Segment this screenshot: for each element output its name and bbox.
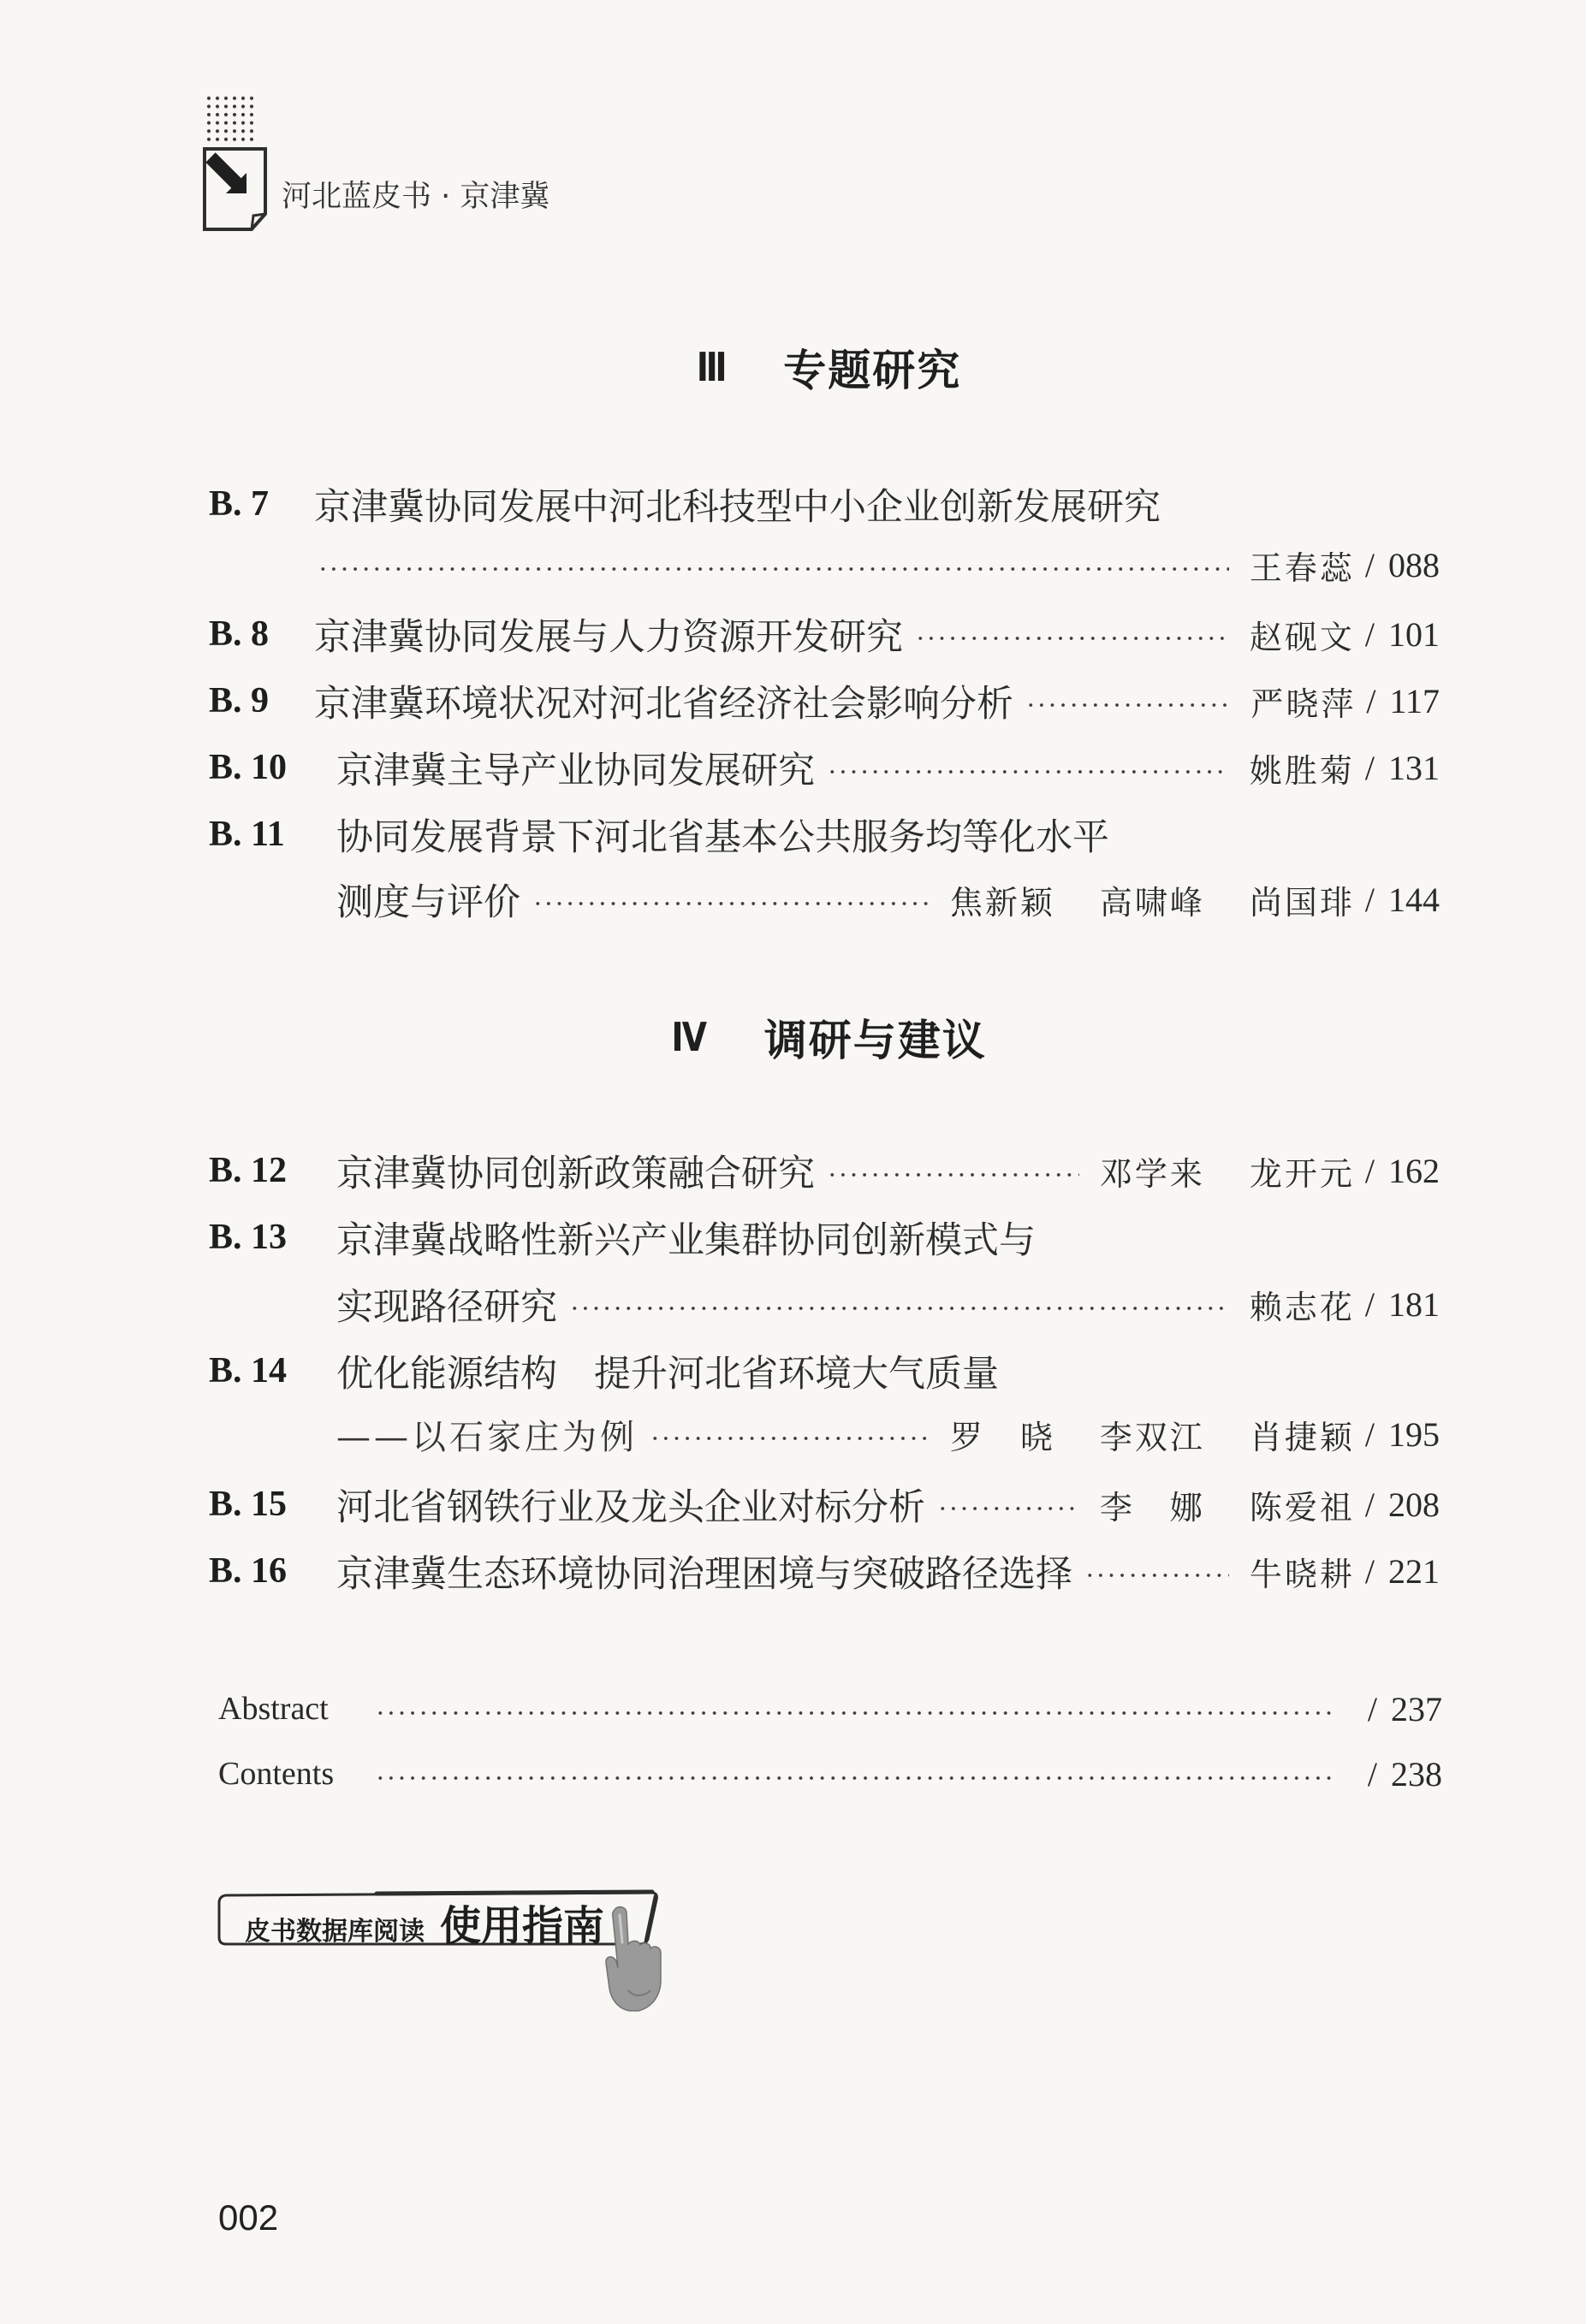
entry-title: 协同发展背景下河北省基本公共服务均等化水平: [336, 815, 1109, 859]
section-heading-3: [68, 336, 1586, 398]
pointing-hand-icon: [599, 1905, 673, 2018]
author-name: 高啸峰: [1099, 883, 1205, 922]
section-numeral: Ⅳ: [671, 1014, 708, 1060]
author-name: 赖志花: [1249, 1288, 1355, 1326]
entry-authors: [1100, 1481, 1355, 1528]
author-name: 严晓萍: [1250, 685, 1357, 723]
entry-number: B. 16: [209, 1551, 288, 1591]
entry-page: / 237: [1367, 1689, 1442, 1728]
toc-entry-b11: [209, 809, 1440, 860]
logo-dot-pattern: [205, 94, 256, 144]
author-name: 陈爱祖: [1249, 1488, 1355, 1527]
entry-title: 京津冀协同发展与人力资源开发研究: [314, 615, 903, 659]
toc-entry-b9: [209, 675, 1440, 726]
dot-leader: [937, 1479, 1079, 1530]
entry-authors: [1250, 611, 1355, 658]
toc-entry-b13-continuation: [209, 1278, 1440, 1330]
toc-entry-abstract: [218, 1683, 1442, 1734]
entry-number: B. 12: [209, 1151, 288, 1190]
entry-title: 京津冀环境状况对河北省经济社会影响分析: [314, 682, 1013, 726]
author-name: 龙开元: [1249, 1154, 1355, 1193]
entry-subtitle: ——以石家庄为例: [336, 1417, 638, 1457]
entry-number: B. 10: [209, 748, 288, 787]
entry-title: 优化能源结构 提升河北省环境大气质量: [336, 1352, 999, 1396]
toc-entry-b7-continuation: [209, 539, 1440, 590]
entry-number: B. 11: [209, 815, 285, 854]
database-guide-banner: [214, 1888, 662, 1949]
author-name: 赵砚文: [1249, 618, 1355, 656]
dot-leader: [569, 1278, 1229, 1330]
entry-authors: [950, 876, 1355, 923]
dot-leader: [532, 874, 930, 925]
dot-leader: [827, 1145, 1079, 1196]
entry-title: 京津冀生态环境协同治理困境与突破路径选择: [336, 1552, 1072, 1596]
dot-leader: [1084, 1545, 1229, 1597]
section-title: 专题研究: [783, 346, 962, 395]
entry-page: / 162: [1364, 1151, 1440, 1190]
entry-number: B. 8: [209, 614, 270, 654]
entry-title: 京津冀协同发展中河北科技型中小企业创新发展研究: [314, 485, 1161, 529]
author-name: 李双江: [1099, 1418, 1205, 1456]
back-matter-label: Contents: [218, 1756, 335, 1792]
dot-leader: [827, 742, 1229, 793]
blue-book-logo-icon: [199, 92, 272, 233]
toc-entry-b14-continuation: [209, 1408, 1440, 1460]
page-number: 002: [218, 2197, 279, 2238]
entry-authors: [950, 1411, 1355, 1458]
section-title: 调研与建议: [763, 1016, 987, 1065]
running-header-title: 河北蓝皮书 · 京津冀: [282, 180, 550, 214]
toc-entry-b13: [209, 1212, 1440, 1263]
toc-entry-b7: [209, 478, 1440, 530]
entry-title-line-2: 测度与评价: [336, 880, 520, 924]
author-name: 王春蕊: [1249, 548, 1355, 587]
banner-text: [245, 1893, 605, 1950]
entry-title: 京津冀协同创新政策融合研究: [336, 1152, 815, 1195]
toc-entry-b11-continuation: [209, 874, 1440, 925]
entry-title: 河北省钢铁行业及龙头企业对标分析: [336, 1485, 925, 1529]
entry-number: B. 7: [209, 484, 270, 524]
entry-page: / 208: [1364, 1485, 1440, 1524]
entry-page: / 181: [1364, 1284, 1440, 1324]
author-name: 牛晓耕: [1249, 1555, 1355, 1593]
entry-number: B. 9: [209, 681, 270, 720]
entry-page: / 195: [1364, 1414, 1440, 1454]
entry-title: 京津冀主导产业协同发展研究: [336, 749, 815, 792]
entry-number: B. 15: [209, 1485, 288, 1524]
entry-number: B. 14: [209, 1351, 288, 1390]
entry-title: 京津冀战略性新兴产业集群协同创新模式与: [336, 1218, 1036, 1262]
toc-entry-b10: [209, 742, 1440, 793]
entry-authors: [1250, 678, 1356, 725]
dot-leader: [650, 1408, 930, 1460]
entry-page: / 101: [1364, 614, 1440, 654]
entry-authors: [1100, 1147, 1355, 1195]
banner-lead-text: 皮书数据库阅读: [245, 1917, 425, 1947]
entry-page: / 238: [1367, 1754, 1442, 1793]
toc-entry-b14: [209, 1345, 1440, 1396]
section-numeral: Ⅲ: [696, 344, 728, 390]
toc-entry-contents: [218, 1748, 1442, 1799]
dot-leader: [375, 1748, 1335, 1799]
author-name: 罗 晓: [949, 1418, 1055, 1456]
toc-entry-b12: [209, 1145, 1440, 1196]
author-name: 肖捷颖: [1249, 1418, 1355, 1456]
entry-authors: [1250, 1548, 1355, 1595]
entry-page: / 131: [1364, 748, 1440, 787]
dot-leader: [1025, 675, 1230, 726]
banner-emphasis-text: 使用指南: [440, 1902, 605, 1950]
toc-entry-b8: [209, 608, 1440, 660]
entry-page: / 117: [1366, 681, 1440, 720]
author-name: 姚胜菊: [1249, 751, 1355, 790]
author-name: 李 娜: [1099, 1488, 1205, 1527]
entry-title-line-2: 实现路径研究: [336, 1285, 557, 1329]
section-heading-4: [68, 1006, 1586, 1068]
dot-leader: [915, 608, 1229, 660]
toc-entry-b15: [209, 1479, 1440, 1530]
entry-authors: [1250, 1281, 1355, 1328]
author-name: 焦新颖: [949, 883, 1055, 922]
dot-leader: [375, 1683, 1335, 1734]
entry-authors: [1250, 744, 1355, 791]
back-matter-label: Abstract: [218, 1691, 329, 1727]
entry-page: / 088: [1364, 545, 1440, 584]
entry-authors: [1250, 542, 1355, 589]
dot-leader: [318, 539, 1229, 590]
toc-entry-b16: [209, 1545, 1440, 1597]
author-name: 邓学来: [1099, 1154, 1205, 1193]
entry-page: / 144: [1364, 880, 1440, 919]
author-name: 尚国琲: [1249, 883, 1355, 922]
entry-page: / 221: [1364, 1551, 1440, 1591]
entry-number: B. 13: [209, 1218, 288, 1257]
